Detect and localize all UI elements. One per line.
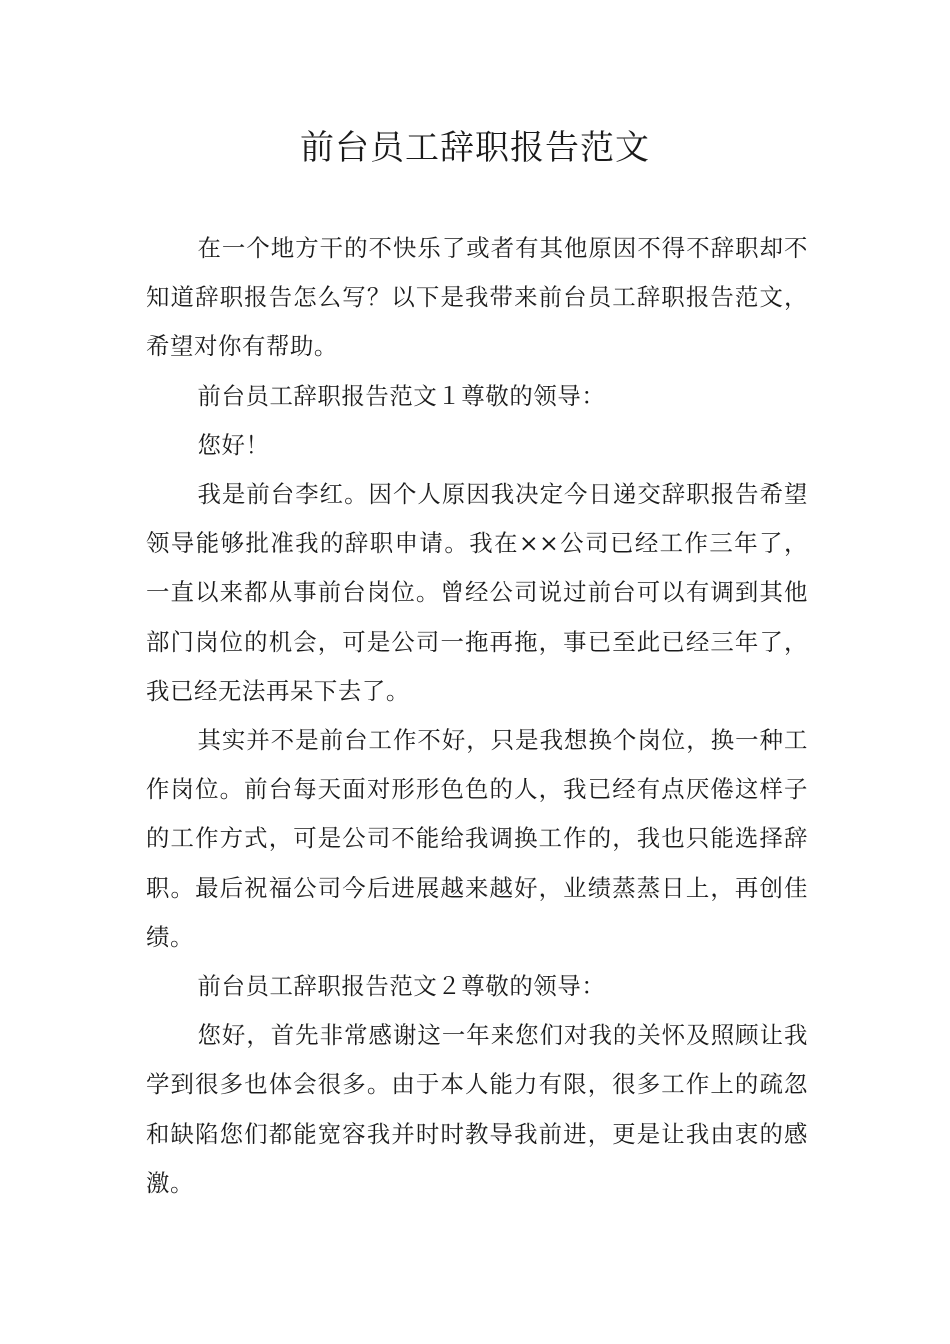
paragraph-sample-2-body-1: 您好，首先非常感谢这一年来您们对我的关怀及照顾让我学到很多也体会很多。由于本人能力有限，很多工作上的疏忽和缺陷您们都能宽容我并时时教导我前进，更是让我由衷的感激。 [146, 1021, 808, 1197]
paragraph-greeting: 您好！ [197, 430, 270, 459]
paragraph-sample-2-heading: 前台员工辞职报告范文２尊敬的领导： [197, 972, 606, 1001]
paragraph-sample-1-heading: 前台员工辞职报告范文１尊敬的领导： [197, 381, 606, 410]
paragraph-sample-1-body-1: 我是前台李红。因个人原因我决定今日递交辞职报告希望领导能够批准我的辞职申请。我在××公司已经工作三年了，一直以来都从事前台岗位。曾经公司说过前台可以有调到其他部门岗位的机会，可是公司一拖再拖，事已至此已经三年了，我已经无法再呆下去了。 [146, 480, 808, 705]
paragraph-intro: 在一个地方干的不快乐了或者有其他原因不得不辞职却不知道辞职报告怎么写？以下是我带来前台员工辞职报告范文，希望对你有帮助。 [146, 234, 808, 361]
document-title: 前台员工辞职报告范文 [300, 128, 650, 168]
paragraph-sample-1-body-2: 其实并不是前台工作不好，只是我想换个岗位，换一种工作岗位。前台每天面对形形色色的人，我已经有点厌倦这样子的工作方式，可是公司不能给我调换工作的，我也只能选择辞职。最后祝福公司今后进展越来越好，业绩蒸蒸日上，再创佳绩。 [146, 726, 808, 951]
document-body [146, 224, 808, 1208]
